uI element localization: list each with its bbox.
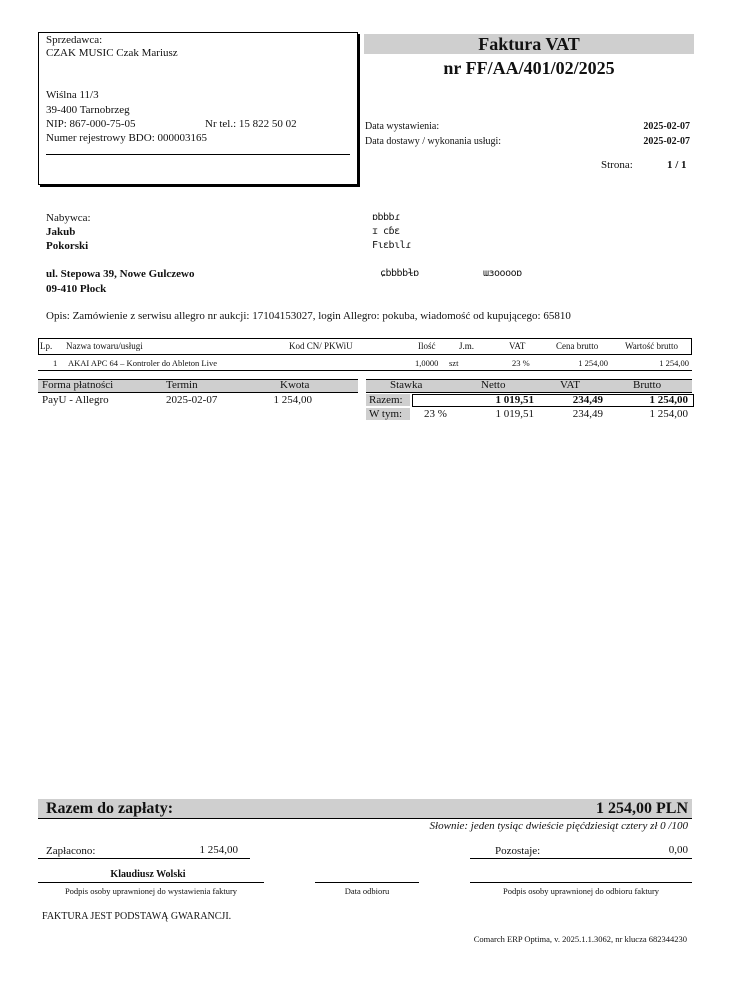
buyer-address: ul. Stepowa 39, Nowe Gulczewo xyxy=(46,268,195,280)
vat-total-label: Razem: xyxy=(369,394,403,406)
row-lp: 1 xyxy=(53,358,58,368)
total-due-value: 1 254,00 PLN xyxy=(596,800,688,817)
buyer-first-name: Jakub xyxy=(46,226,76,238)
col-header-total: Wartość brutto xyxy=(625,341,679,351)
paid-value: 1 254,00 xyxy=(199,844,238,856)
issuer-name: Klaudiusz Wolski xyxy=(110,869,186,880)
col-header-name: Nazwa towaru/usługi xyxy=(66,341,143,351)
redacted-field-2: ɪ cɓɛ xyxy=(372,226,400,237)
issue-date-value: 2025-02-07 xyxy=(643,121,690,132)
col-header-vat: VAT xyxy=(509,341,526,351)
vat-header-vat: VAT xyxy=(560,379,580,391)
seller-city: 39-400 Tarnobrzeg xyxy=(46,104,130,116)
vat-breakdown-gross: 1 254,00 xyxy=(649,408,688,420)
row-unit: szt xyxy=(449,358,459,368)
invoice-title: Faktura VAT xyxy=(478,34,580,54)
row-total: 1 254,00 xyxy=(659,358,689,368)
amount-in-words: Słownie: jeden tysiąc dwieście pięćdziesiąt cztery zł 0 /100 xyxy=(429,820,688,832)
seller-heading: Sprzedawca: xyxy=(46,34,103,46)
seller-divider xyxy=(46,154,350,155)
row-name: AKAI APC 64 – Kontroler do Ableton Live xyxy=(68,358,217,368)
vat-header-rate: Stawka xyxy=(390,379,423,391)
col-header-qty: Ilość xyxy=(418,341,436,351)
page-label: Strona: xyxy=(601,159,633,171)
invoice-number: nr FF/AA/401/02/2025 xyxy=(443,58,615,78)
buyer-last-name: Pokorski xyxy=(46,240,89,252)
seller-name: CZAK MUSIC Czak Mariusz xyxy=(46,47,178,59)
seller-bdo: Numer rejestrowy BDO: 000003165 xyxy=(46,132,208,144)
buyer-postal-city: 09-410 Płock xyxy=(46,283,107,295)
redacted-field-4: ɕbbbbɫɒ xyxy=(380,268,419,279)
seller-phone: Nr tel.: 15 822 50 02 xyxy=(205,118,297,130)
items-table xyxy=(38,338,692,370)
redacted-field-1: ɒbbbɾ xyxy=(372,212,400,223)
delivery-date-label: Data dostawy / wykonania usługi: xyxy=(365,136,502,147)
payment-method: PayU - Allegro xyxy=(42,394,109,406)
remaining-value: 0,00 xyxy=(668,844,688,856)
redacted-field-3: Fɩɛbɩlɾ xyxy=(372,240,411,251)
issuer-signature-caption: Podpis osoby uprawnionej do wystawienia faktury xyxy=(64,886,238,896)
row-unit-price: 1 254,00 xyxy=(578,358,608,368)
order-description: Opis: Zamówienie z serwisu allegro nr aukcji: 17104153027, login Allegro: pokuba, wiadomość od kupującego: 65810 xyxy=(46,310,571,322)
payment-header-term: Termin xyxy=(166,379,198,391)
vat-breakdown-label: W tym: xyxy=(369,408,403,420)
paid-label: Zapłacono: xyxy=(46,845,96,857)
software-footer: Comarch ERP Optima, v. 2025.1.1.3062, nr klucza 682344230 xyxy=(473,934,687,944)
buyer-heading: Nabywca: xyxy=(46,212,91,224)
receiver-signature-caption: Podpis osoby uprawnionej do odbioru faktury xyxy=(502,886,660,896)
issue-date-label: Data wystawienia: xyxy=(365,121,440,132)
vat-total-vat: 234,49 xyxy=(572,394,603,406)
payment-header-method: Forma płatności xyxy=(42,379,114,391)
redacted-field-5: ɯɜooooɒ xyxy=(483,268,522,279)
remaining-label: Pozostaje: xyxy=(495,845,541,857)
col-header-unit: J.m. xyxy=(459,341,475,351)
receipt-date-caption: Data odbioru xyxy=(344,886,390,896)
row-vat: 23 % xyxy=(512,358,530,368)
vat-breakdown-rate: 23 % xyxy=(424,408,447,420)
col-header-cn: Kod CN/ PKWiU xyxy=(289,341,353,351)
vat-breakdown-net: 1 019,51 xyxy=(495,408,534,420)
delivery-date-value: 2025-02-07 xyxy=(643,136,690,147)
vat-breakdown-vat: 234,49 xyxy=(572,408,603,420)
page-value: 1 / 1 xyxy=(667,159,687,171)
guarantee-note: FAKTURA JEST PODSTAWĄ GWARANCJI. xyxy=(42,911,232,922)
vat-total-gross: 1 254,00 xyxy=(649,394,688,406)
seller-street: Wiślna 11/3 xyxy=(46,89,99,101)
col-header-lp: Lp. xyxy=(40,341,53,351)
vat-total-net: 1 019,51 xyxy=(495,394,534,406)
total-due-label: Razem do zapłaty: xyxy=(46,800,174,817)
payment-header-amount: Kwota xyxy=(280,379,310,391)
payment-term: 2025-02-07 xyxy=(166,394,218,406)
payment-amount: 1 254,00 xyxy=(273,394,312,406)
col-header-unit-price: Cena brutto xyxy=(556,341,599,351)
seller-nip: NIP: 867-000-75-05 xyxy=(46,118,136,130)
vat-header-net: Netto xyxy=(481,379,506,391)
row-qty: 1,0000 xyxy=(415,358,439,368)
vat-header-gross: Brutto xyxy=(633,379,662,391)
